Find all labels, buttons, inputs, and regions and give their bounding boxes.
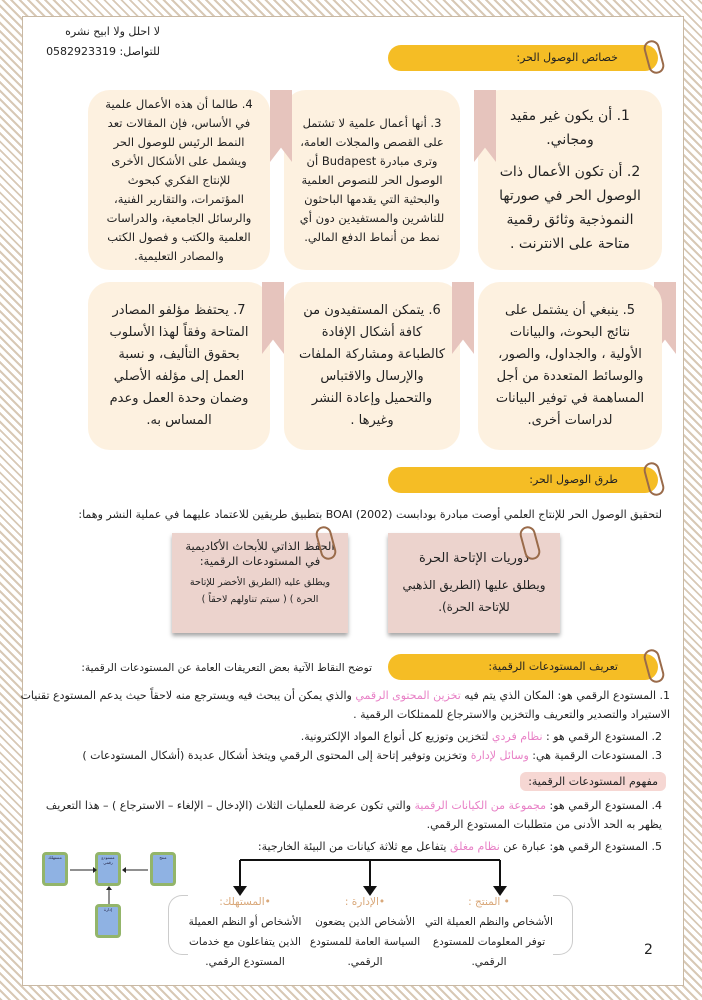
highlight: وسائل لإدارة — [470, 749, 529, 762]
highlight: تخزين المحتوى الرقمي — [355, 689, 461, 702]
highlight: نظام مغلق — [450, 840, 500, 853]
entity-title: •الإدارة : — [344, 896, 386, 908]
notice-line1: لا احلل ولا ابيح نشره — [65, 25, 160, 38]
text: 3. المستودعات الرقمية هي: — [528, 749, 662, 762]
card-4: 4. طالما أن هذه الأعمال علمية في الأساس، فإن المقالات تعد النمط الرئيس للوصول الحر ويشمل على الأشكال الأخرى للإنتاج الفكري كبحوث المؤتمرات، والتقارير الفنية، والرسائل الجامعية، والدراسات العلمية والكتب و فصول الكتب والمصادر التعليمية. — [88, 90, 270, 270]
entity-producer — [424, 892, 554, 972]
text: وتخزين وتوفير إتاحة إلى المحتوى الرقمي ويتخذ أشكال عديدة (أشكال المستودعات ) — [82, 749, 471, 762]
methods-intro: لتحقيق الوصول الحر للإنتاج العلمي أوصت مبادرة بودابست (2002) BOAI بتطبيق طريقين للاعتماد عليهما في عملية النشر وهما: — [78, 508, 662, 521]
text: والذي يمكن أن يبحث فيه ويسترجع منه لاحقاً حيث يدعم المستودع تقنيات الاستيراد والتصدير والتعريف والتخزين والاسترجاع للممتلكات الرقمية . — [20, 689, 670, 721]
text: 2. المستودع الرقمي هو : — [542, 730, 662, 743]
diagram-box-consumer: مستهلك — [42, 852, 68, 886]
definition-4 — [22, 796, 662, 834]
gold-route-desc: ويطلق عليها (الطريق الذهبي للإتاحة الحرة). — [402, 578, 546, 614]
highlight: نظام فردي — [491, 730, 543, 743]
text: 4. المستودع الرقمي هو: — [546, 799, 662, 812]
entity-consumer — [180, 892, 310, 972]
entity-desc: الأشخاص والنظم العميلة التي توفر المعلومات للمستودع الرقمي. — [425, 916, 553, 968]
entity-management — [300, 892, 430, 972]
green-route-desc: ويطلق عليه (الطريق الأخضر للإتاحة الحرة ) ( سيتم تناولهم لاحقاً ) — [189, 577, 331, 605]
entity-desc: الأشخاص أو النظم العميلة الذين يتفاعلون مع خدمات المستودع الرقمي. — [188, 916, 302, 968]
text: والتي تكون عرضة للعمليات الثلاث (الإدخال – الإلغاء – الاسترجاع ) – هذا التعريف يظهر به الحد الأدنى من متطلبات المستودع الرقمي. — [45, 799, 662, 831]
diagram-box-management: إدارة — [95, 904, 121, 938]
section-heading-methods: طرق الوصول الحر: — [388, 467, 658, 493]
entity-title: • المنتج : — [468, 896, 510, 908]
highlight: مجموعة من الكيانات الرقمية — [414, 799, 547, 812]
text: لتخزين وتوزيع كل أنواع المواد الإلكترونية. — [300, 730, 492, 743]
card-5: 5. ينبغي أن يشتمل على نتائج البحوث، والبيانات الأولية ، والجداول، والصور، والوسائط المتعددة من أجل المساهمة في توفير البيانات لدراسات أخرى. — [478, 282, 662, 450]
text: 1. المستودع الرقمي هو: المكان الذي يتم فيه — [460, 689, 670, 702]
card-1-2 — [478, 90, 662, 270]
copyright-notice — [40, 22, 160, 62]
card-7: 7. يحتفظ مؤلفو المصادر المتاحة وفقاً لهذا الأسلوب بحقوق التأليف، و نسبة العمل إلى مؤلفه الأصلي وضمان وحدة العمل وعدم المساس به. — [88, 282, 270, 450]
entity-desc: الأشخاص الذين يضعون السياسة العامة للمستودع الرقمي. — [309, 916, 421, 968]
definition-3 — [22, 746, 662, 765]
definition-1 — [10, 686, 670, 724]
notice-contact: للتواصل: 0582923319 — [46, 45, 160, 58]
green-route-title: الحفظ الذاتي للأبحاث الأكاديمية في المستودعات الرقمية: — [185, 539, 335, 568]
concept-subheading: مفهوم المستودعات الرقمية: — [520, 772, 666, 791]
diagram-box-repository: مستودع رقمي — [95, 852, 121, 886]
definition-intro: توضح النقاط الآتية بعض التعريفات العامة عن المستودعات الرقمية: — [81, 662, 372, 674]
section-heading-definition: تعريف المستودعات الرقمية: — [388, 654, 658, 680]
card-1: 1. أن يكون غير مقيد ومجاني. — [510, 108, 630, 148]
page-number: 2 — [644, 942, 653, 958]
definition-2 — [22, 727, 662, 746]
entity-title: •المستهلك: — [219, 896, 271, 908]
section-heading-characteristics: خصائص الوصول الحر: — [388, 45, 658, 71]
brace-right — [553, 895, 573, 955]
diagram-arrows — [68, 864, 158, 906]
card-3: 3. أنها أعمال علمية لا تشتمل على القصص والمجلات العامة، وترى مبادرة Budapest أن الوصول الحر للنصوص العلمية والبحثية التي يقدمها الباحثون للناشرين والمستفيدين دون أي نمط من أنماط الدفع المالي. — [284, 90, 460, 270]
card-2: 2. أن تكون الأعمال ذات الوصول الحر في صورتها النموذجية وثائق رقمية متاحة على الانترنت . — [499, 164, 641, 252]
card-6: 6. يتمكن المستفيدون من كافة أشكال الإفادة كالطباعة ومشاركة الملفات والإرسال والاقتباس والتحميل وإعادة النشر وغيرها . — [284, 282, 460, 450]
diagram-box-producer: منتج — [150, 852, 176, 886]
gold-route-title: دوريات الإتاحة الحرة — [419, 551, 529, 566]
text: يتفاعل مع ثلاثة كيانات من البيئة الخارجية: — [257, 840, 450, 853]
text: 5. المستودع الرقمي هو: عبارة عن — [499, 840, 662, 853]
